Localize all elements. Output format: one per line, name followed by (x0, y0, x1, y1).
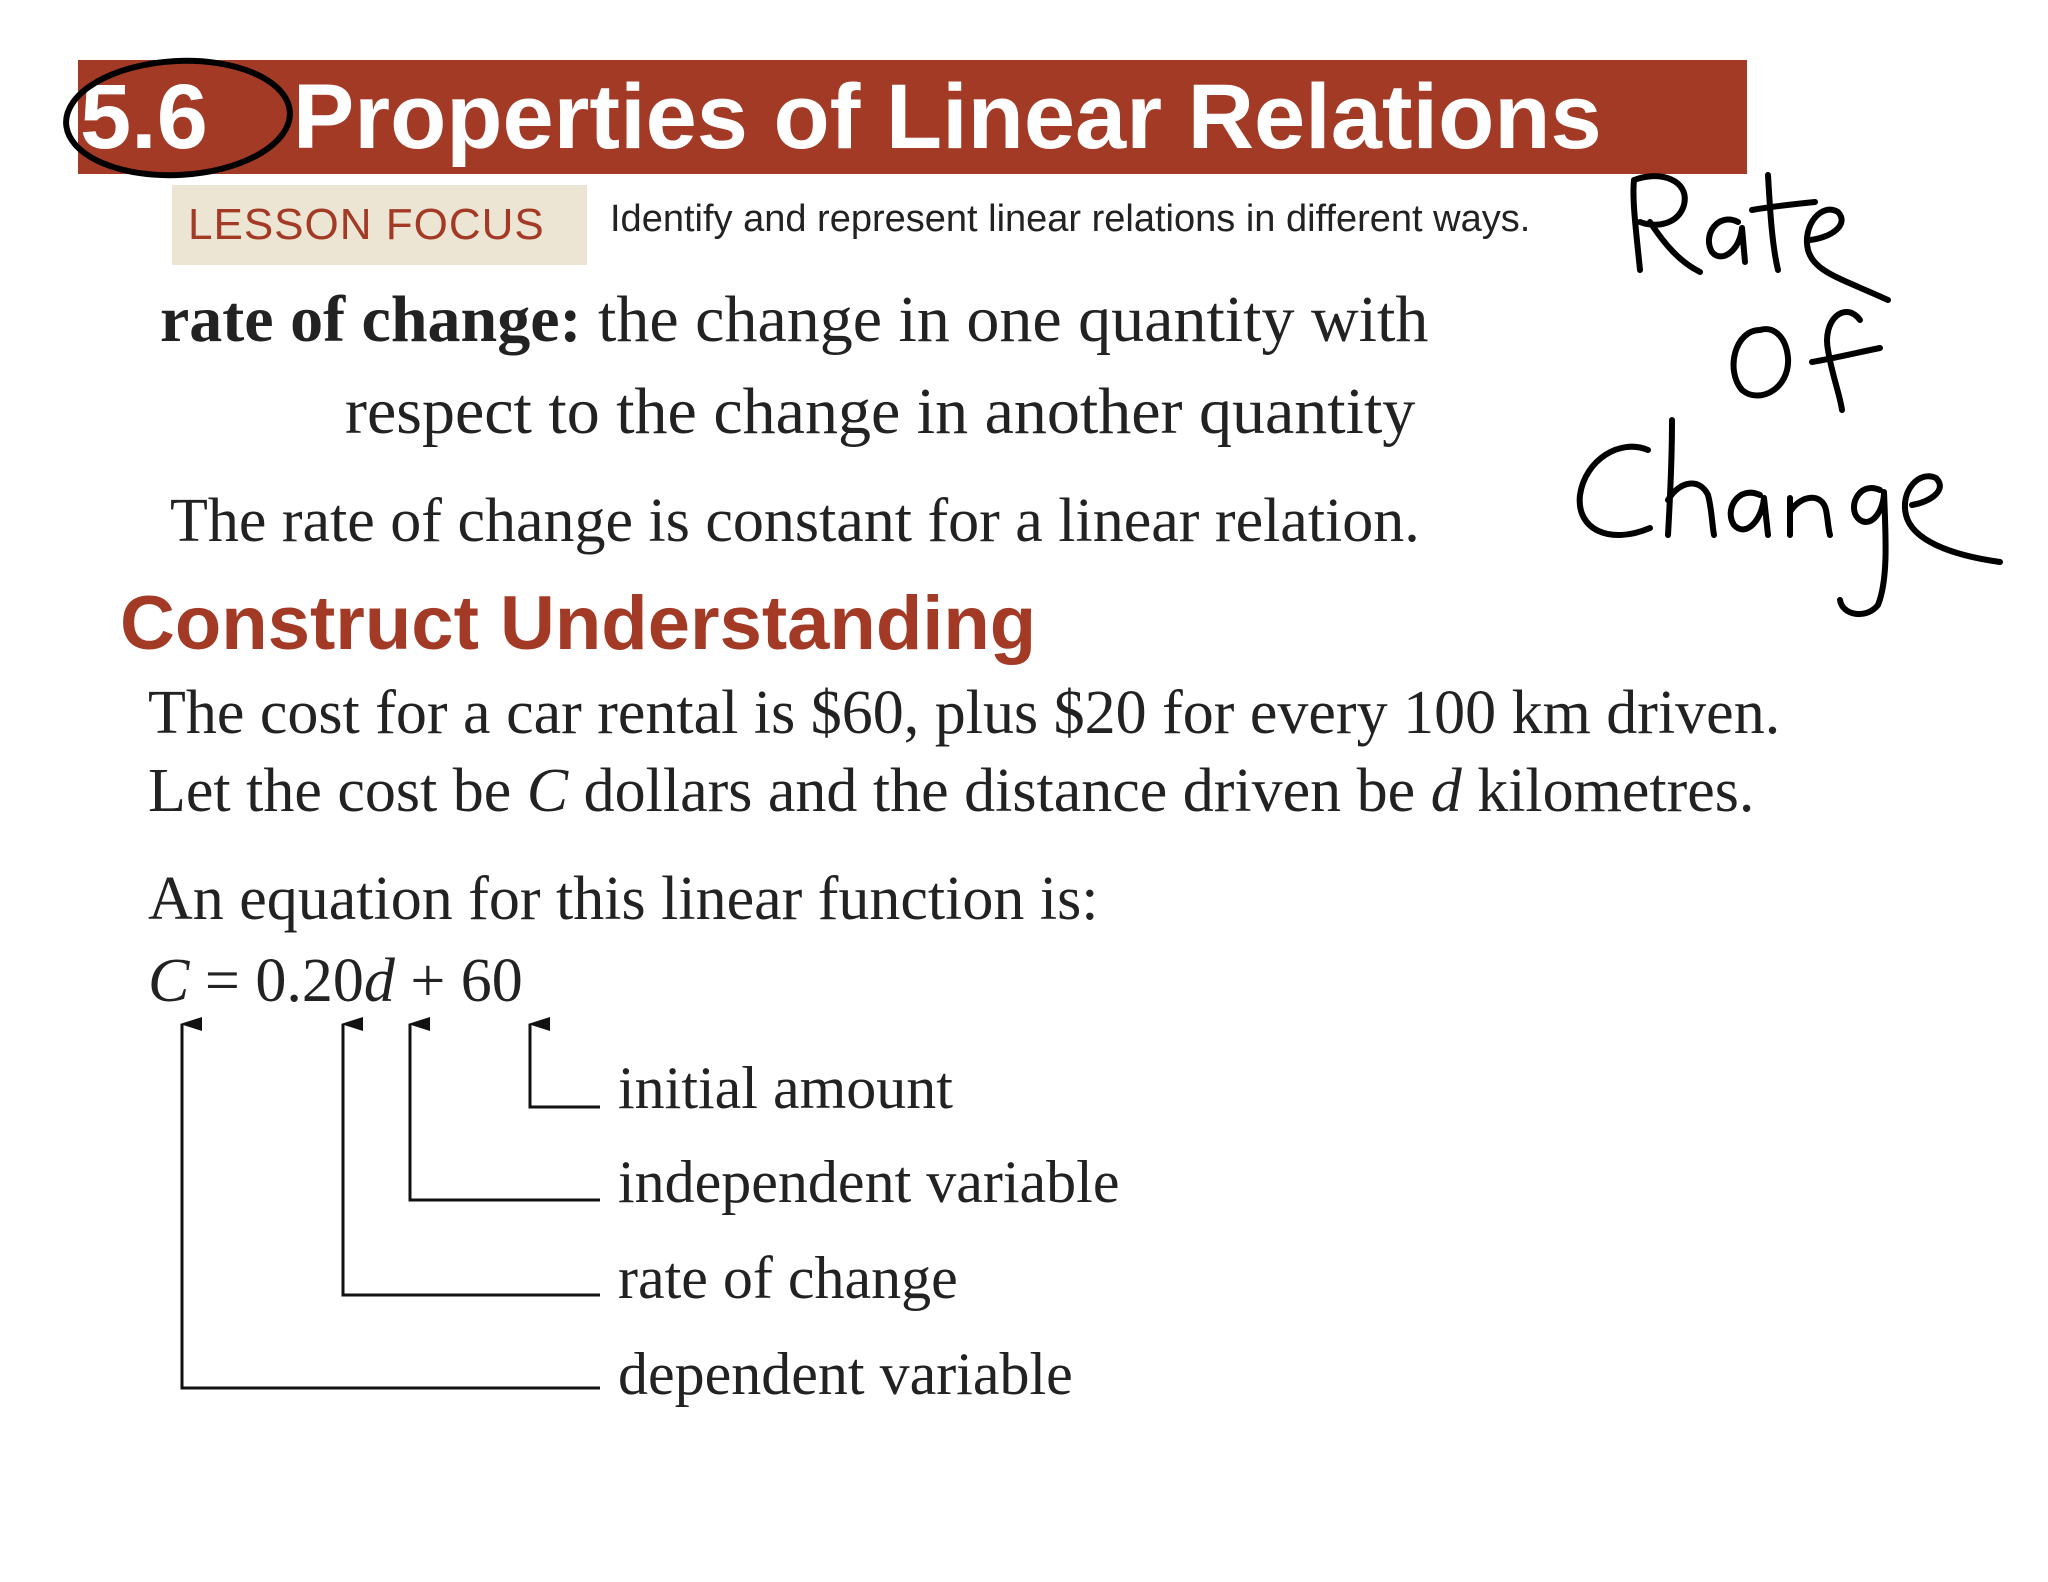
arrow-dependent-variable (182, 1024, 600, 1388)
arrow-initial-amount (530, 1024, 600, 1107)
section-heading: Construct Understanding (120, 581, 1037, 666)
variable-d: d (1430, 757, 1462, 825)
problem-line-1: The cost for a car rental is $60, plus $20 for every 100 km driven. (148, 679, 1781, 747)
equation-coefficient: 0.20 (255, 947, 364, 1015)
label-dependent-variable: dependent variable (618, 1341, 1073, 1407)
equation-equals: = (189, 947, 256, 1015)
handwritten-annotation (1580, 175, 2000, 614)
arrow-rate-of-change (343, 1024, 600, 1295)
problem-text: Let the cost be (148, 757, 527, 825)
equation-arrows (182, 1024, 600, 1388)
problem-text: dollars and the distance driven be (568, 757, 1431, 825)
equation-variable: d (363, 947, 395, 1015)
label-rate-of-change: rate of change (618, 1245, 958, 1311)
equation-plus: + (394, 947, 461, 1015)
label-independent-variable: independent variable (618, 1149, 1120, 1215)
handwritten-circle (63, 55, 293, 181)
definition-term: rate of change: (160, 283, 582, 356)
label-initial-amount: initial amount (618, 1055, 953, 1121)
definition-text-1: the change in one quantity with (581, 283, 1429, 356)
equation-constant: 60 (460, 947, 523, 1015)
lesson-focus-label: LESSON FOCUS (172, 185, 587, 265)
title-label: Properties of Linear Relations (292, 66, 1602, 168)
equation-intro: An equation for this linear function is: (148, 865, 1099, 933)
variable-c: C (526, 757, 569, 825)
definition-line-2: respect to the change in another quantity (345, 375, 1416, 448)
problem-text: kilometres. (1461, 757, 1755, 825)
rate-note: The rate of change is constant for a linear relation. (170, 487, 1420, 555)
arrow-independent-variable (410, 1024, 600, 1200)
equation-lhs: C (148, 947, 190, 1015)
lesson-focus-text: Identify and represent linear relations in different ways. (610, 198, 1531, 240)
section-number: 5.6 (80, 66, 208, 168)
